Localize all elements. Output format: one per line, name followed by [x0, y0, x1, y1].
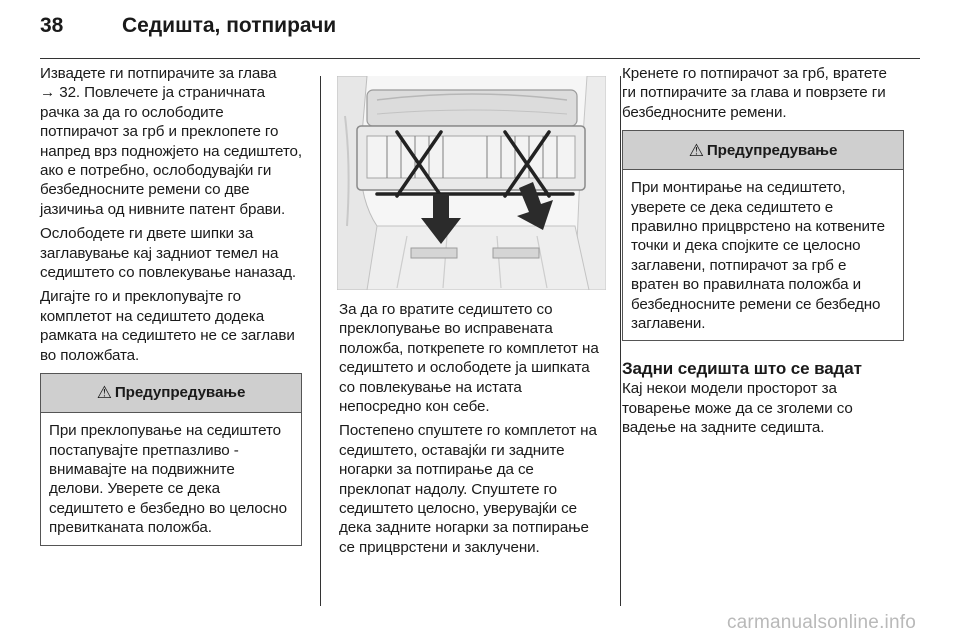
- warning-box: [622, 130, 904, 341]
- page-title: Седишта, потпирачи: [122, 14, 337, 37]
- paragraph-text: 32. Повлечете ја страничната рачка за да го ослободите потпирачот за грб и преклопете го напред врз подножјето на седиштето, ако е потребно, ослободувајќи ги безбедносните ремени со две јазичиња од нивните патент брави.: [40, 84, 302, 218]
- warning-body: При монтирање на седиштето, уверете се дека седиштето е правилно прицврстено на котвените точки и дека спојките се целосно заглавени, потпирачот за грб е вратен во правилната положба и безбедносните ремени се безбедно заглавени.: [631, 179, 885, 333]
- header-rule: [40, 58, 920, 59]
- column-divider: [620, 76, 621, 606]
- watermark: carmanualsonline.info: [726, 612, 916, 633]
- warning-triangle-icon: ⚠: [96, 383, 112, 403]
- paragraph: Дигајте го и преклопувајте го комплетот на седиштето додека рамката на седиштето не се заглави во положбата.: [40, 288, 295, 364]
- page-number: 38: [40, 14, 64, 37]
- warning-triangle-icon: ⚠: [688, 140, 704, 160]
- folded-seat-illustration-icon: [337, 76, 606, 290]
- warning-title: Предупредување: [706, 141, 838, 159]
- seat-folding-illustration: [337, 76, 606, 290]
- paragraph: За да го вратите седиштето со преклопување во исправената положба, поткрепете го комплетот на седиштето и ослободете ја шипката со повлекување на истата непосредно кон себе.: [339, 301, 599, 416]
- column-left: [40, 64, 302, 546]
- warning-box: [40, 373, 302, 545]
- section-heading: Задни седишта што се вадат: [622, 359, 862, 379]
- page-header: [40, 14, 336, 44]
- page-reference-arrow-icon: →: [40, 84, 56, 102]
- column-divider: [320, 76, 321, 606]
- paragraph: Ослободете ги двете шипки за заглавување кај задниот темел на седиштето со повлекување наназад.: [40, 225, 296, 282]
- paragraph: Кај некои модели просторот за товарење може да се зголеми со вадење на задните седишта.: [622, 380, 853, 437]
- warning-header: [623, 131, 903, 170]
- column-right: [622, 64, 904, 443]
- warning-title: Предупредување: [114, 384, 246, 402]
- warning-body: При преклопување на седиштето постапувајте претпазливо - внимавајте на подвижните делови. Уверете се дека седиштето е безбедно во целосно превитканата положба.: [49, 422, 287, 537]
- paragraph: Кренете го потпирачот за грб, вратете ги потпирачите за глава и поврзете ги безбедносните ремени.: [622, 65, 887, 121]
- paragraph-text: Извадете ги потпирачите за глава: [40, 65, 277, 82]
- column-middle: [339, 300, 605, 562]
- paragraph: Постепено спуштете го комплетот на седиштето, оставајќи ги задните ногарки за потпирање да се преклопат надолу. Спуштете го седиштето целосно, уверувајќи се дека задните ногарки за потпирање се прицврстени и заклучени.: [339, 422, 597, 556]
- warning-header: [41, 374, 301, 413]
- paragraph: [40, 64, 302, 219]
